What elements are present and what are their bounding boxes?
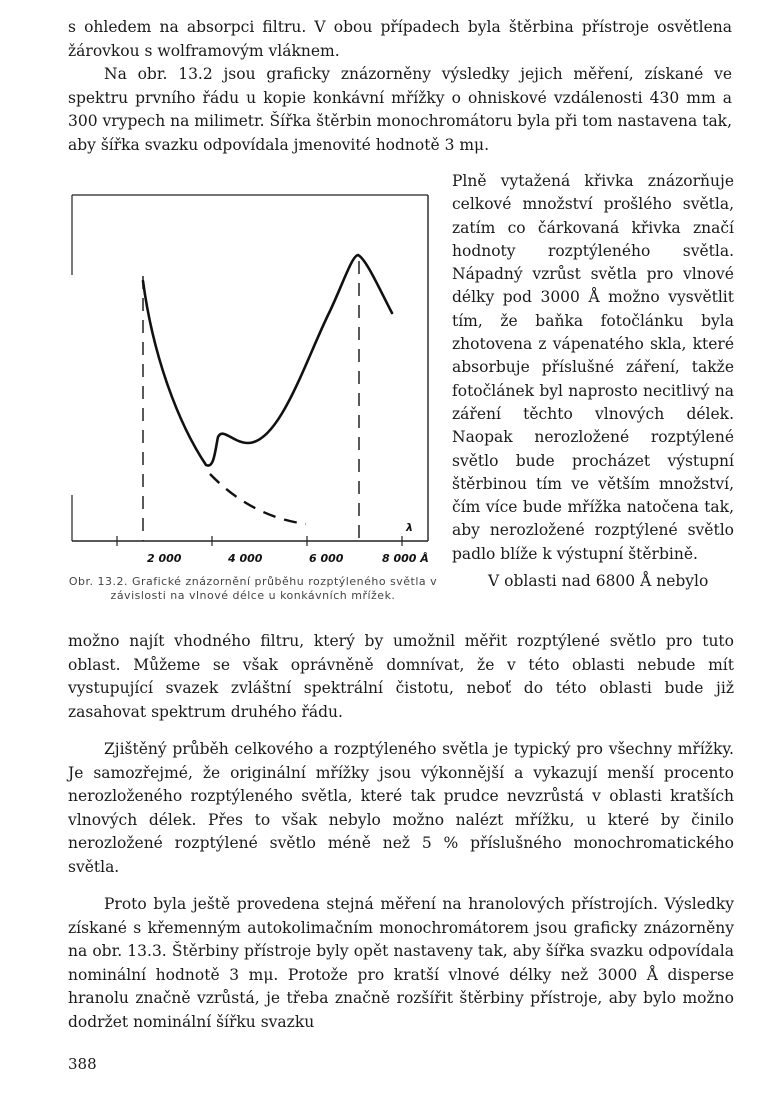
- figure-13-2: [68, 191, 438, 631]
- top-text-block: [68, 16, 732, 157]
- figure-caption: Obr. 13.2. Grafické znázornění průběhu rozptýleného světla v závislosti na vlnové délce u konkávních mřížek.: [68, 575, 438, 602]
- x-tick-label: 4 000: [228, 552, 263, 565]
- figure-graph: [68, 191, 438, 571]
- paragraph: Na obr. 13.2 jsou graficky znázorněny výsledky jejich měření, získané ve spektru prvního řádu u kopie konkávní mřížky o ohniskové vzdálenosti 430 mm a 300 vrypech na milimetr. Šířka štěrbin monochromátoru byla při tom nastavena tak, aby šířka svazku odpovídala jmenovité hodnotě 3 mμ.: [68, 65, 732, 154]
- scattered-light-curve: [210, 474, 306, 524]
- paragraph: možno najít vhodného filtru, který by umožnil měřit rozptýlené světlo pro tuto oblast. Můžeme se však oprávněně domnívat, že v této oblasti nebude mít vystupující svazek zvláštní spektrální čistotu, neboť do této oblasti bude již zasahovat spektrum druhého řádu.: [68, 632, 734, 721]
- paragraph: s ohledem na absorpci filtru. V obou případech byla štěrbina přístroje osvětlena žárovkou s wolframovým vláknem.: [68, 18, 732, 60]
- x-tick-label: 6 000: [309, 552, 344, 565]
- x-tick-label: 8 000 Å: [382, 552, 429, 565]
- x-tick-label: 2 000: [147, 552, 182, 565]
- total-light-curve: [143, 255, 392, 466]
- paragraph: Plně vytažená křivka znázorňuje celkové množství prošlého světla, zatím co čárkovaná křivka značí hodnoty rozptýleného světla. Nápadný vzrůst světla pro vlnové délky pod 3000 Å možno vysvětlit tím, že baňka fotočlánku byla zhotovena z vápenatého skla, které absorbuje příslušné záření, takže fotočlánek byl naprosto necitlivý na záření těchto vlnových délek. Naopak nerozložené rozptýlené světlo bude procházet výstupní štěrbinou tím ve větším množství, čím více bude mřížka natočena tak, aby nerozložené rozptýlené světlo padlo blíže k výstupní štěrbině.: [452, 172, 734, 563]
- page-number: 388: [68, 1055, 97, 1073]
- paragraph: V oblasti nad 6800 Å nebylo: [488, 572, 709, 591]
- lambda-symbol: λ: [406, 521, 413, 534]
- paragraph: Zjištěný průběh celkového a rozptýleného světla je typický pro všechny mřížky. Je samozřejmé, že originální mřížky jsou výkonnější a vykazují menší procento nerozloženého rozptýleného světla, které tak prudce nevzrůstá v oblasti kratších vlnových délek. Přes to však nebylo možno nalézt mřížku, u které by činilo nerozložené rozptýlené světlo méně než 5 % příslušného monochromatického světla.: [68, 740, 734, 876]
- continued-text-block: [68, 630, 734, 1048]
- paragraph: Proto byla ještě provedena stejná měření na hranolových přístrojích. Výsledky získané s křemenným autokolimačním monochromátorem jsou graficky znázorněny na obr. 13.3. Štěrbiny přístroje byly opět nastaveny tak, aby šířka svazku odpovídala nominální hodnotě 3 mμ. Protože pro kratší vlnové délky než 3000 Å disperse hranolu značně vzrůstá, je třeba značně rozšířit štěrbiny přístroje, aby bylo možno dodržet nominální šířku svazku: [68, 895, 734, 1031]
- side-text-block: [452, 170, 734, 593]
